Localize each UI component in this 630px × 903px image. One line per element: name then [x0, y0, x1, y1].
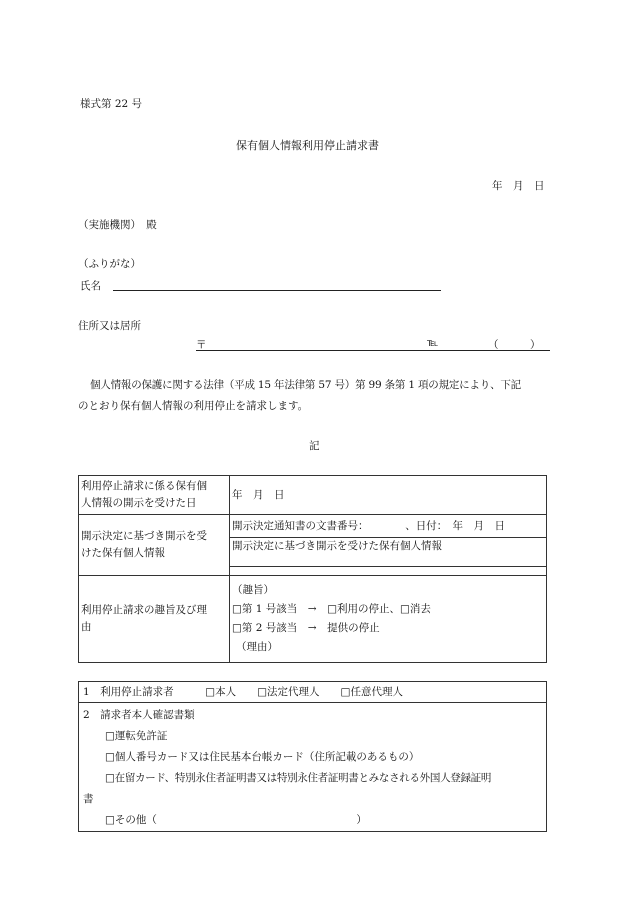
tel-mark: ℡: [427, 337, 439, 349]
name-label: 氏名: [80, 280, 101, 292]
form-title: 保有個人情報利用停止請求書: [236, 139, 379, 152]
doc-residence-card-cont: 書: [83, 793, 94, 805]
request-detail-table: [78, 475, 547, 663]
id-documents-cell[interactable]: [79, 703, 547, 832]
address-label: 住所又は居所: [78, 320, 141, 332]
disclosed-info-value[interactable]: [230, 515, 547, 576]
purpose-heading: （趣旨）: [232, 584, 274, 596]
tel-paren: （ ）: [488, 339, 541, 351]
form-number: 様式第 22 号: [80, 98, 143, 110]
requester-type-row[interactable]: 1 利用停止請求者 □本人 □法定代理人 □任意代理人: [79, 682, 547, 703]
disclosed-info-label: 開示決定に基づき開示を受 けた保有個人情報: [79, 515, 230, 576]
id-documents-heading: 2 請求者本人確認書類: [83, 709, 195, 721]
addressee: （実施機関） 殿: [78, 219, 157, 231]
requester-table: [78, 681, 547, 832]
disclosed-info-line: 開示決定に基づき開示を受けた保有個人情報: [230, 538, 546, 567]
ki-heading: 記: [309, 440, 320, 452]
date-line: 年 月 日: [492, 180, 545, 192]
disclosure-date-value[interactable]: 年 月 日: [230, 476, 547, 515]
postal-mark: 〒: [196, 339, 207, 351]
purpose-reason-value[interactable]: [230, 576, 547, 663]
name-field-line[interactable]: [113, 290, 441, 291]
doc-residence-card: □在留カード、特別永住者証明書又は特別永住者証明書とみなされる外国人登録証明: [105, 772, 492, 784]
clause-1-option: □第 1 号該当 → □利用の停止、□消去: [232, 603, 431, 615]
reason-heading: （理由）: [236, 641, 278, 653]
body-text-1: 個人情報の保護に関する法律（平成 15 年法律第 57 号）第 99 条第 1 項の規定により、下記: [90, 379, 521, 391]
purpose-reason-label: 利用停止請求の趣旨及び理 由: [79, 576, 230, 663]
doc-mynumber-card: □個人番号カード又は住民基本台帳カード（住所記載のあるもの）: [105, 751, 420, 763]
body-text-2: のとおり保有個人情報の利用停止を請求します。: [78, 400, 309, 412]
address-field-line[interactable]: [196, 350, 550, 351]
furigana-label: （ふりがな）: [78, 258, 141, 270]
clause-2-option: □第 2 号該当 → 提供の停止: [232, 622, 380, 634]
disclosure-date-label: 利用停止請求に係る保有個 人情報の開示を受けた日: [79, 476, 230, 515]
doc-other: □その他（ ）: [105, 814, 367, 826]
doc-drivers-license: □運転免許証: [105, 730, 168, 742]
notice-number-line: 開示決定通知書の文書番号： 、日付： 年 月 日: [230, 515, 546, 538]
